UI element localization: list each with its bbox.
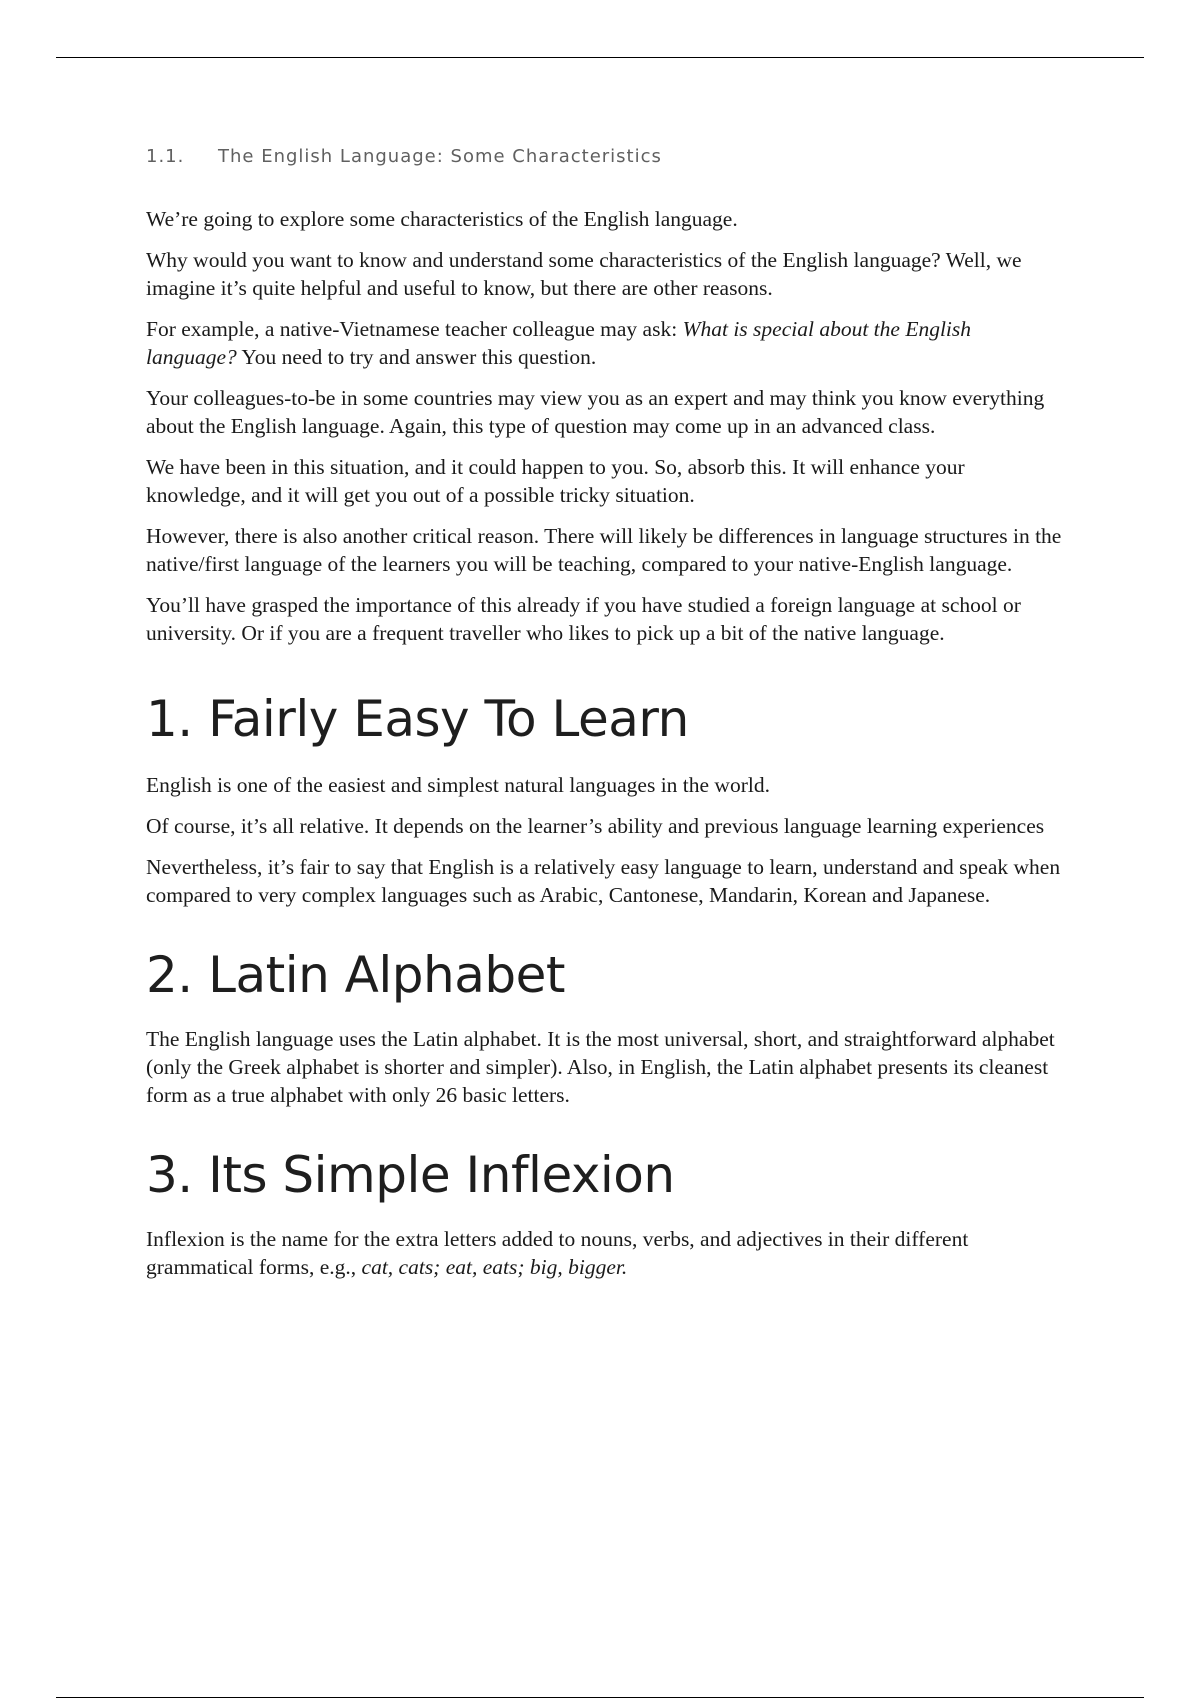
section-heading bbox=[146, 146, 1066, 167]
intro-paragraph-3-question: What is special about the English language? bbox=[146, 317, 972, 369]
heading-fairly-easy-to-learn: 1. Fairly Easy To Learn bbox=[146, 690, 689, 748]
top-rule bbox=[56, 57, 1144, 58]
inflexion-paragraph-1-text: Inflexion is the name for the extra letters added to nouns, verbs, and adjectives in their different grammatical forms, e.g., bbox=[146, 1227, 969, 1279]
section-number: 1.1. bbox=[146, 146, 185, 167]
intro-paragraph-2: Why would you want to know and understand some characteristics of the English language? Well, we imagine it’s quite helpful and useful to know, but there are other reasons. bbox=[146, 248, 1022, 300]
inflexion-examples: cat, cats; eat, eats; big, bigger. bbox=[361, 1255, 628, 1279]
section-title: The English Language: Some Characteristics bbox=[218, 146, 662, 167]
heading-latin-alphabet: 2. Latin Alphabet bbox=[146, 946, 565, 1004]
alphabet-paragraph-1: The English language uses the Latin alphabet. It is the most universal, short, and straightforward alphabet (only the Greek alphabet is shorter and simpler). Also, in English, the Latin alphabet presents its cleanest form as a true alphabet with only 26 basic letters. bbox=[146, 1027, 1055, 1107]
intro-paragraph-3-text: For example, a native-Vietnamese teacher colleague may ask: bbox=[146, 317, 683, 341]
intro-paragraph-6: However, there is also another critical reason. There will likely be differences in language structures in the native/first language of the learners you will be teaching, compared to your native-English language. bbox=[146, 524, 1062, 576]
intro-paragraph-7: You’ll have grasped the importance of this already if you have studied a foreign language at school or university. Or if you are a frequent traveller who likes to pick up a bit of the native language. bbox=[146, 593, 1021, 645]
inflexion-paragraph-1 bbox=[146, 1225, 1066, 1281]
bottom-rule bbox=[56, 1697, 1144, 1698]
intro-paragraph-3 bbox=[146, 315, 1066, 371]
intro-paragraph-3-tail: You need to try and answer this question. bbox=[236, 345, 597, 369]
intro-paragraph-1: We’re going to explore some characteristics of the English language. bbox=[146, 207, 738, 231]
easy-paragraph-3: Nevertheless, it’s fair to say that English is a relatively easy language to learn, understand and speak when compared to very complex languages such as Arabic, Cantonese, Mandarin, Korean and Japanese. bbox=[146, 855, 1061, 907]
easy-paragraph-2: Of course, it’s all relative. It depends on the learner’s ability and previous language learning experiences bbox=[146, 814, 1045, 838]
intro-paragraph-4: Your colleagues-to-be in some countries may view you as an expert and may think you know everything about the English language. Again, this type of question may come up in an advanced class. bbox=[146, 386, 1045, 438]
intro-paragraph-5: We have been in this situation, and it could happen to you. So, absorb this. It will enhance your knowledge, and it will get you out of a possible tricky situation. bbox=[146, 455, 965, 507]
document-body bbox=[146, 146, 1066, 1294]
heading-simple-inflexion: 3. Its Simple Inflexion bbox=[146, 1146, 675, 1204]
easy-paragraph-1: English is one of the easiest and simplest natural languages in the world. bbox=[146, 773, 770, 797]
